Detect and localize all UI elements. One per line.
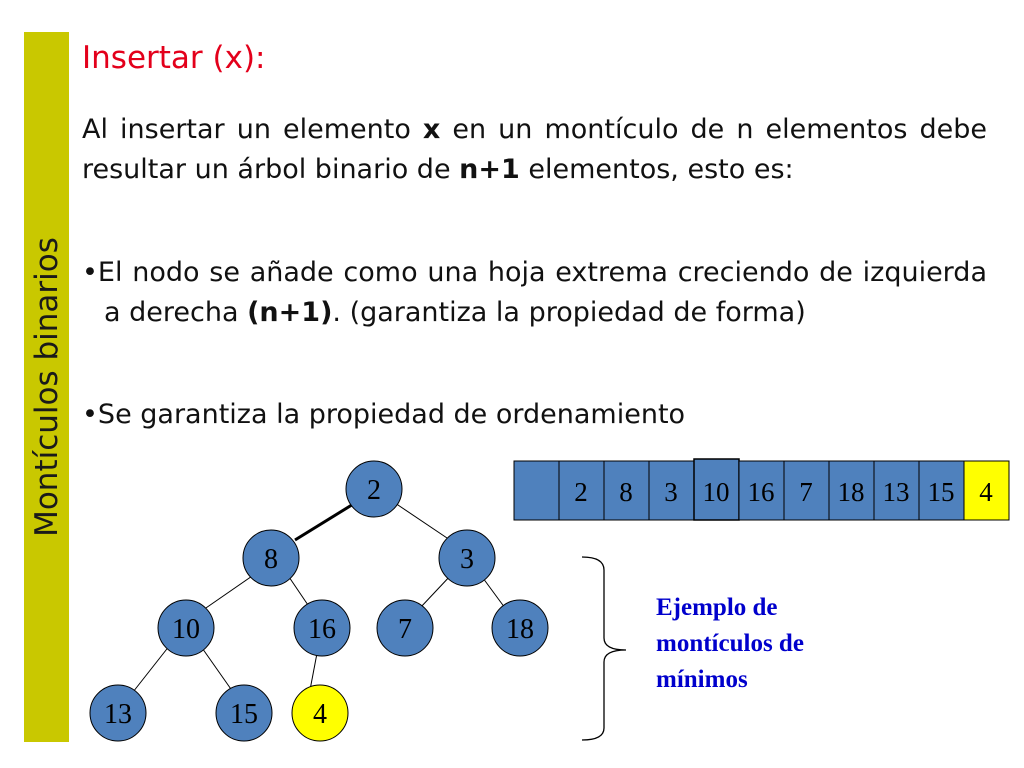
bullet-order-property: •Se garantiza la propiedad de ordenamiento — [82, 399, 686, 430]
node-7-label: 7 — [398, 614, 412, 645]
node-2 — [346, 461, 402, 517]
intro-text-2: en un montículo de n elementos debe resultar un árbol binario de — [82, 114, 987, 185]
node-16 — [294, 600, 350, 656]
tree-edges — [133, 503, 505, 692]
node-15 — [216, 685, 272, 741]
edge-8-10 — [203, 574, 255, 610]
heap-array — [514, 459, 1009, 520]
array-cell-6-label: 7 — [799, 477, 813, 507]
array-cell-1-label: 2 — [574, 477, 588, 507]
array-cell-7-label: 18 — [837, 477, 865, 507]
intro-text-1: Al insertar un elemento — [82, 114, 423, 145]
edge-2-3 — [395, 503, 450, 540]
array-cell-0 — [514, 461, 559, 520]
array-cell-9-label: 15 — [927, 477, 955, 507]
brace-shape — [582, 557, 626, 740]
bullet1-text-2: . (garantiza la propiedad de forma) — [332, 297, 806, 328]
node-8 — [243, 530, 299, 586]
node-16-label: 16 — [308, 614, 336, 645]
node-13 — [90, 685, 146, 741]
edge-3-7 — [420, 574, 452, 608]
array-cell-10-label: 4 — [979, 477, 993, 507]
node-3-label: 3 — [460, 544, 474, 575]
bullet1-text-1: •El nodo se añade como una hoja extrema creciendo de izquierda a derecha — [82, 257, 987, 328]
bullet1-bold: (n+1) — [247, 297, 333, 328]
array-cell-2-label: 8 — [619, 477, 633, 507]
slide-title: Insertar (x): — [82, 40, 266, 76]
node-18 — [492, 600, 548, 656]
intro-x: x — [422, 114, 441, 145]
intro-text-3: elementos, esto es: — [519, 154, 794, 185]
node-15-label: 15 — [230, 699, 258, 730]
edge-2-8 — [295, 503, 355, 540]
edge-10-15 — [200, 645, 233, 692]
array-cell-8-label: 13 — [882, 477, 910, 507]
array-cell-5-label: 16 — [747, 477, 775, 507]
node-13-label: 13 — [104, 699, 132, 730]
node-4-label: 4 — [313, 699, 327, 730]
node-8-label: 8 — [264, 544, 278, 575]
heap-caption: Ejemplo de montículos de mínimos — [656, 594, 804, 693]
edge-10-13 — [133, 645, 170, 692]
sidebar-title: Montículos binarios — [28, 237, 65, 537]
node-2-label: 2 — [367, 475, 381, 506]
node-4-inserted — [292, 685, 348, 741]
node-10-label: 10 — [172, 614, 200, 645]
node-18-label: 18 — [506, 614, 534, 645]
array-cell-3-label: 3 — [664, 477, 678, 507]
edge-8-16 — [287, 574, 310, 608]
node-10 — [158, 600, 214, 656]
intro-n1: n+1 — [459, 154, 520, 185]
array-cell-4-label: 10 — [702, 477, 730, 507]
node-3 — [439, 530, 495, 586]
node-7 — [377, 600, 433, 656]
